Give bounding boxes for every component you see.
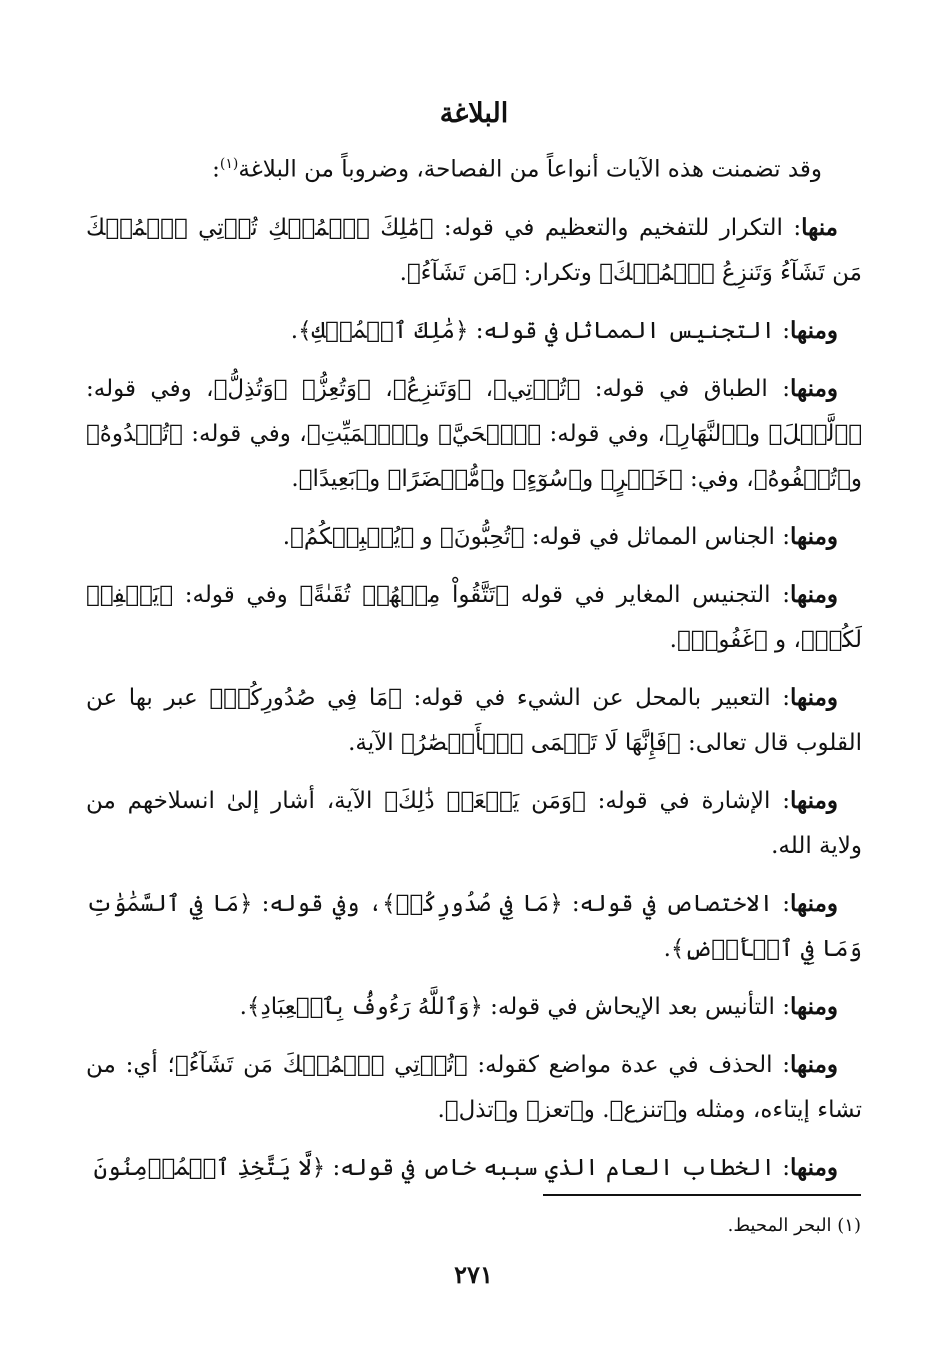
paragraph-text: : التأنيس بعد الإيحاش في قوله: ﴿وَٱللَّهُ رَءُوفُۢ بِٱلۡعِبَادِ﴾.	[239, 993, 791, 1020]
paragraph-text: : التجنيس المغاير في قوله ﴿تَتَّقُواْ مِنۡهُمۡ تُقَىٰةً﴾ وفي قوله: ﴿يَغۡفِرۡ لَكُمۡ﴾، و ﴿غَفُورٞ﴾.	[86, 581, 862, 653]
paragraph-lead: ومنها	[790, 992, 838, 1020]
paragraph-lead: منها	[801, 213, 838, 241]
paragraph	[86, 308, 862, 354]
paragraph-lead: ومنها	[790, 316, 838, 344]
footnote-divider	[543, 1194, 861, 1196]
paragraph-text: : الاختصاص في قوله: ﴿مَا فِي صُدُورِكُمۡ﴾، وفي قوله: ﴿مَا فِي ٱلسَّمَٰوَٰتِ وَمَا فِي ٱلۡأَرۡضِ﴾.	[86, 890, 862, 962]
paragraph	[86, 366, 862, 502]
paragraph	[86, 881, 862, 972]
paragraph-lead: ومنها	[790, 522, 838, 550]
paragraph	[86, 675, 862, 766]
page-number: ٢٧١	[454, 1260, 493, 1289]
footnote-reference: (١)	[219, 156, 239, 172]
paragraph-lead: ومنها	[790, 683, 838, 711]
page-title: البلاغة	[439, 98, 509, 129]
intro-text: وقد تضمنت هذه الآيات أنواعاً من الفصاحة، وضروباً من البلاغة	[238, 156, 822, 183]
paragraph-lead: ومنها	[790, 1050, 838, 1078]
paragraph	[86, 1145, 862, 1191]
paragraph	[86, 1042, 862, 1133]
paragraph-text: : الطباق في قوله: ﴿تُؤۡتِي﴾، ﴿وَتَنزِعُ﴾، ﴿وَتُعِزُّ﴾ ﴿وَتُذِلُّ﴾، وفي قوله: ﴿ٱلَّيۡلَ﴾ و﴿ٱلنَّهَارِ﴾، وفي قوله: ﴿ٱلۡحَيَّ﴾ و﴿ٱلۡمَيِّتِ﴾، وفي قوله: ﴿تُبۡدُوهُ﴾ و﴿تُخۡفُوهُ﴾، وفي: ﴿خَيۡرٍ﴾ و﴿سُوٓءٍ﴾ و﴿مُّحۡضَرًا﴾ و﴿بَعِيدًا﴾.	[86, 375, 862, 492]
footnote: (١) البحر المحيط.	[727, 1215, 861, 1236]
intro-end: :	[212, 156, 220, 183]
paragraph-text: : الجناس المماثل في قوله: ﴿تُحِبُّونَ﴾ و ﴿يُحۡبِبۡكُمُ﴾.	[282, 523, 791, 550]
paragraph-lead: ومنها	[790, 580, 838, 608]
paragraph-text: : الخطاب العام الذي سببه خاص في قوله: ﴿لَّا يَتَّخِذِ ٱلۡمُؤۡمِنُونَ	[93, 1154, 791, 1181]
paragraph-lead: ومنها	[790, 374, 839, 402]
paragraph-text: : الإشارة في قوله: ﴿وَمَن يَفۡعَلۡ ذَٰلِكَ﴾ الآية، أشار إلىٰ انسلاخهم من ولاية الله.	[86, 787, 862, 859]
paragraph-text: : التجنيس المماثل في قوله: ﴿مَٰلِكَ ٱلۡمُلۡكِ﴾.	[290, 317, 791, 344]
paragraph	[86, 778, 862, 869]
paragraph-lead: ومنها	[790, 889, 838, 917]
paragraph-text: : الحذف في عدة مواضع كقوله: ﴿تُؤۡتِي ٱلۡمُلۡكَ مَن تَشَآءُ﴾؛ أي: من تشاء إيتاءه، ومثله و﴿تنزع﴾. و﴿تعز﴾ و﴿تذل﴾.	[86, 1051, 862, 1123]
paragraph	[86, 572, 862, 663]
paragraph-text: : التكرار للتفخيم والتعظيم في قوله: ﴿مَٰلِكَ ٱلۡمُلۡكِ تُؤۡتِي ٱلۡمُلۡكَ مَن تَشَآءُ وَتَنزِعُ ٱلۡمُلۡكَ﴾ وتكرار: ﴿مَن تَشَآءُ﴾.	[86, 214, 862, 286]
paragraph	[86, 205, 862, 296]
paragraph	[86, 984, 862, 1030]
paragraph-lead: ومنها	[790, 786, 838, 814]
paragraph	[86, 514, 862, 560]
page-body	[86, 94, 862, 1203]
intro-paragraph	[86, 142, 862, 193]
paragraph-lead: ومنها	[790, 1153, 838, 1181]
paragraph-text: : التعبير بالمحل عن الشيء في قوله: ﴿مَا فِي صُدُورِكُمۡ﴾ عبر بها عن القلوب قال تعالى: ﴿فَإِنَّهَا لَا تَعۡمَى ٱلۡأَبۡصَٰرُ﴾ الآية.	[86, 684, 862, 756]
